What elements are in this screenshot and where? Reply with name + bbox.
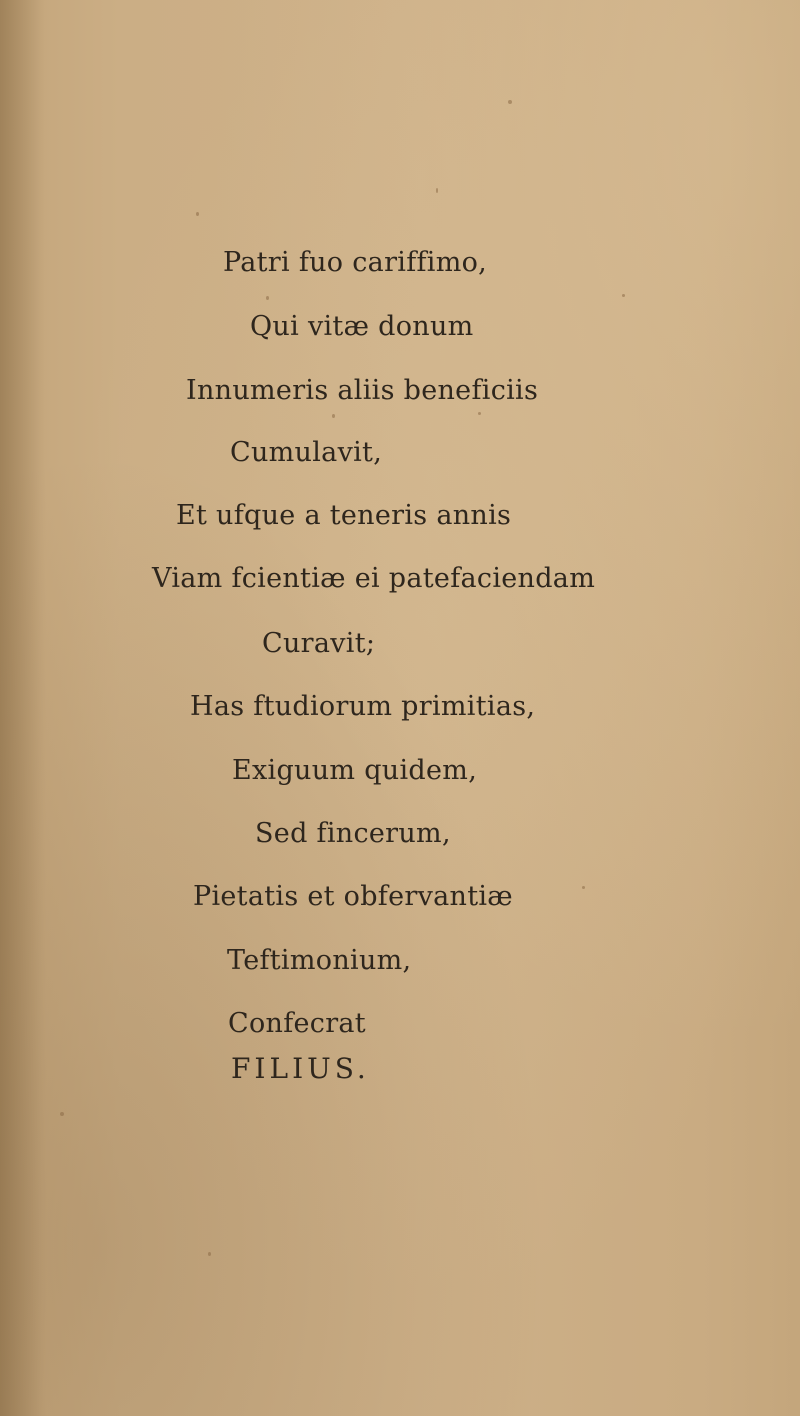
dedication-line: Has ftudiorum primitias, (190, 691, 536, 722)
dedication-signature: FILIUS. (231, 1052, 370, 1085)
dedication-line: Qui vitæ donum (250, 311, 474, 342)
dedication-line: Viam fcientiæ ei patefaciendam (152, 563, 596, 594)
dedication-line: Et ufque a teneris annis (176, 500, 512, 531)
dedication-line: Curavit; (262, 628, 376, 659)
dedication-line: Innumeris aliis beneficiis (186, 375, 539, 406)
dedication-line: Confecrat (228, 1008, 366, 1039)
dedication-line: Pietatis et obfervantiæ (193, 881, 513, 912)
dedication-line: Cumulavit, (230, 437, 383, 468)
dedication-line: Teftimonium, (227, 945, 412, 976)
dedication-line: Exiguum quidem, (232, 755, 478, 786)
dedication-line: Sed fincerum, (255, 818, 451, 849)
dedication-line: Patri fuo cariffimo, (223, 247, 488, 278)
